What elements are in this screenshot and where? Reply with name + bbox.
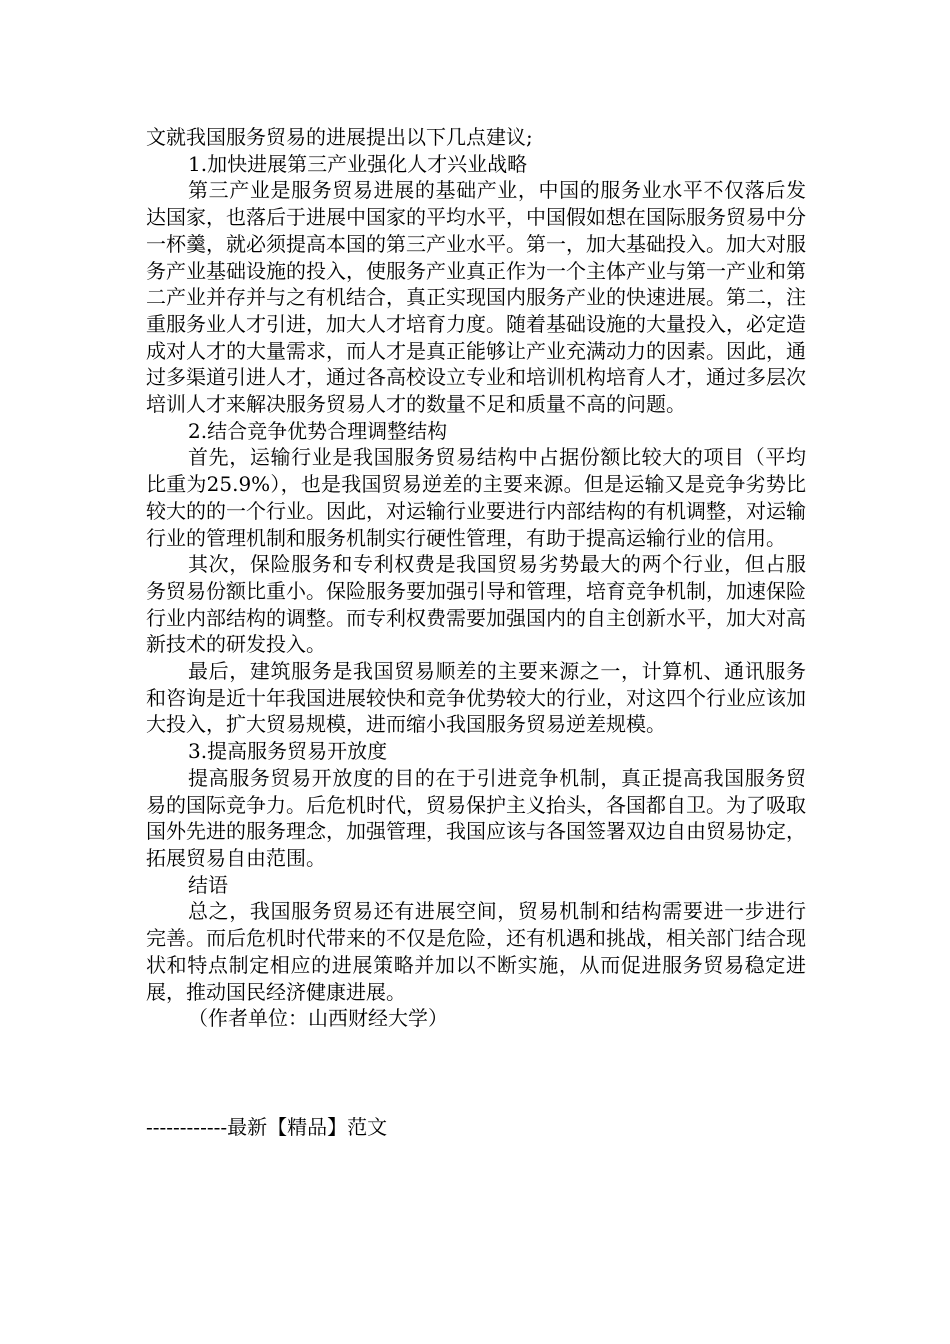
body-paragraph: 提高服务贸易开放度的目的在于引进竞争机制，真正提高我国服务贸易的国际竞争力。后危机时代，贸易保护主义抬头，各国都自卫。为了吸取国外先进的服务理念，加强管理，我国应该与各国签署双边自由贸易协定，拓展贸易自由范围。 — [146, 765, 806, 870]
section-heading: 1.加快进展第三产业强化人才兴业战略 — [188, 151, 528, 176]
body-paragraph: 其次，保险服务和专利权费是我国贸易劣势最大的两个行业，但占服务贸易份额比重小。保险服务要加强引导和管理，培育竞争机制，加速保险行业内部结构的调整。而专利权费需要加强国内的自主创新水平，加大对高新技术的研发投入。 — [146, 552, 806, 657]
section-heading: 2.结合竞争优势合理调整结构 — [188, 418, 448, 443]
body-paragraph: 总之，我国服务贸易还有进展空间，贸易机制和结构需要进一步进行完善。而后危机时代带来的不仅是危险，还有机遇和挑战，相关部门结合现状和特点制定相应的进展策略并加以不断实施，从而促进服务贸易稳定进展，推动国民经济健康进展。 — [146, 899, 806, 1004]
body-paragraph: 第三产业是服务贸易进展的基础产业，中国的服务业水平不仅落后发达国家，也落后于进展中国家的平均水平，中国假如想在国际服务贸易中分一杯羹，就必须提高本国的第三产业水平。第一，加大基础投入。加大对服务产业基础设施的投入，使服务产业真正作为一个主体产业与第一产业和第二产业并存并与之有机结合，真正实现国内服务产业的快速进展。第二，注重服务业人才引进，加大人才培育力度。随着基础设施的大量投入，必定造成对人才的大量需求，而人才是真正能够让产业充满动力的因素。因此，通过多渠道引进人才，通过各高校设立专业和培训机构培育人才，通过多层次培训人才来解决服务贸易人才的数量不足和质量不高的问题。 — [146, 178, 806, 417]
body-paragraph: 首先，运输行业是我国服务贸易结构中占据份额比较大的项目（平均比重为25.9%），也是我国贸易逆差的主要来源。但是运输又是竞争劣势比较大的的一个行业。因此，对运输行业要进行内部结构的有机调整，对运输行业的管理机制和服务机制实行硬性管理，有助于提高运输行业的信用。 — [146, 445, 806, 550]
section-heading: 3.提高服务贸易开放度 — [188, 739, 388, 764]
body-paragraph: 最后，建筑服务是我国贸易顺差的主要来源之一，计算机、通讯服务和咨询是近十年我国进展较快和竞争优势较大的行业，对这四个行业应该加大投入，扩大贸易规模，进而缩小我国服务贸易逆差规模。 — [146, 659, 806, 737]
body-paragraph: 文就我国服务贸易的进展提出以下几点建议; — [146, 125, 533, 149]
footer-text: ------------最新【精品】范文 — [146, 1115, 388, 1139]
document-body — [146, 124, 806, 1032]
author-affiliation: （作者单位：山西财经大学） — [188, 1006, 448, 1031]
section-heading: 结语 — [188, 872, 228, 897]
